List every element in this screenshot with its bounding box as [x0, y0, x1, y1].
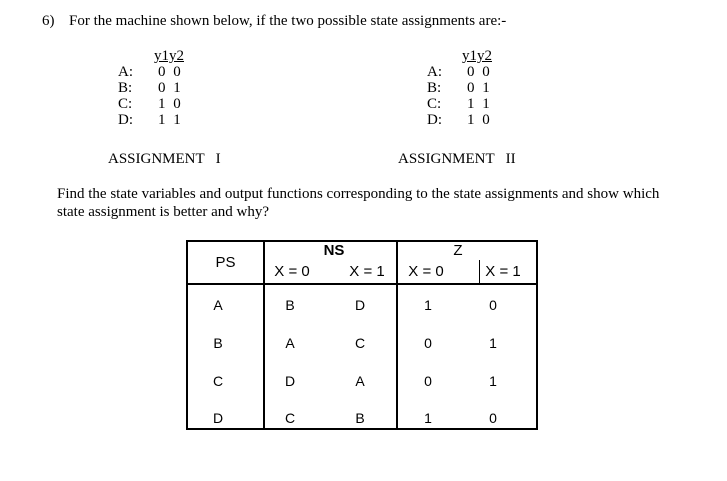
assignment-1-table: [118, 64, 183, 128]
assignment-1-header: y1y2: [154, 48, 184, 64]
cell-ns-x1: B: [355, 410, 365, 426]
cell-ns-x1: C: [354, 335, 366, 351]
header-ns: NS: [323, 242, 345, 259]
cell-z-x1: 1: [489, 335, 497, 351]
cell-z-x0: 1: [424, 410, 432, 426]
assignment-1-row-c: C: 1 0: [118, 96, 183, 112]
cell-ns-x0: D: [284, 373, 296, 389]
assignment-1-row-d: D: 1 1: [118, 112, 183, 128]
cell-z-x1: 0: [489, 410, 497, 426]
question-text: For the machine shown below, if the two possible state assignments are:-: [69, 13, 507, 29]
table-divider: [263, 242, 265, 428]
header-ns-x1: X = 1: [349, 263, 385, 280]
assignment-1-row-b: B: 0 1: [118, 80, 183, 96]
instruction-line-1: Find the state variables and output functions corresponding to the state assignments and show which: [57, 186, 660, 202]
assignment-2-row-b: B: 0 1: [427, 80, 492, 96]
header-ns-x0: X = 0: [274, 263, 310, 280]
table-divider: [188, 283, 536, 285]
cell-ps: C: [212, 373, 224, 389]
cell-ps: B: [213, 335, 223, 351]
cell-ps: A: [213, 297, 223, 313]
assignment-2-table: [427, 64, 492, 128]
cell-ps: D: [212, 410, 224, 426]
header-z: Z: [453, 242, 463, 259]
cell-ns-x0: B: [285, 297, 295, 313]
cell-ns-x0: C: [284, 410, 296, 426]
header-z-x0: X = 0: [408, 263, 444, 280]
table-divider: [396, 242, 398, 283]
cell-z-x0: 0: [424, 335, 432, 351]
assignment-1-caption: ASSIGNMENT I: [108, 151, 221, 167]
assignment-2-header: y1y2: [462, 48, 492, 64]
cell-z-x0: 1: [424, 297, 432, 313]
state-table: [186, 240, 538, 430]
cell-z-x1: 0: [489, 297, 497, 313]
question-number: 6): [42, 13, 55, 29]
assignment-2-caption: ASSIGNMENT II: [398, 151, 516, 167]
assignment-1-row-a: A: 0 0: [118, 64, 183, 80]
header-z-x1: X = 1: [485, 263, 521, 280]
assignment-2-row-a: A: 0 0: [427, 64, 492, 80]
header-ps: PS: [215, 254, 236, 271]
assignment-2-row-c: C: 1 1: [427, 96, 492, 112]
cell-ns-x1: D: [354, 297, 366, 313]
cell-z-x1: 1: [489, 373, 497, 389]
cell-ns-x0: A: [285, 335, 295, 351]
assignment-2-row-d: D: 1 0: [427, 112, 492, 128]
instruction-line-2: state assignment is better and why?: [57, 204, 270, 220]
cell-ns-x1: A: [355, 373, 365, 389]
cell-z-x0: 0: [424, 373, 432, 389]
